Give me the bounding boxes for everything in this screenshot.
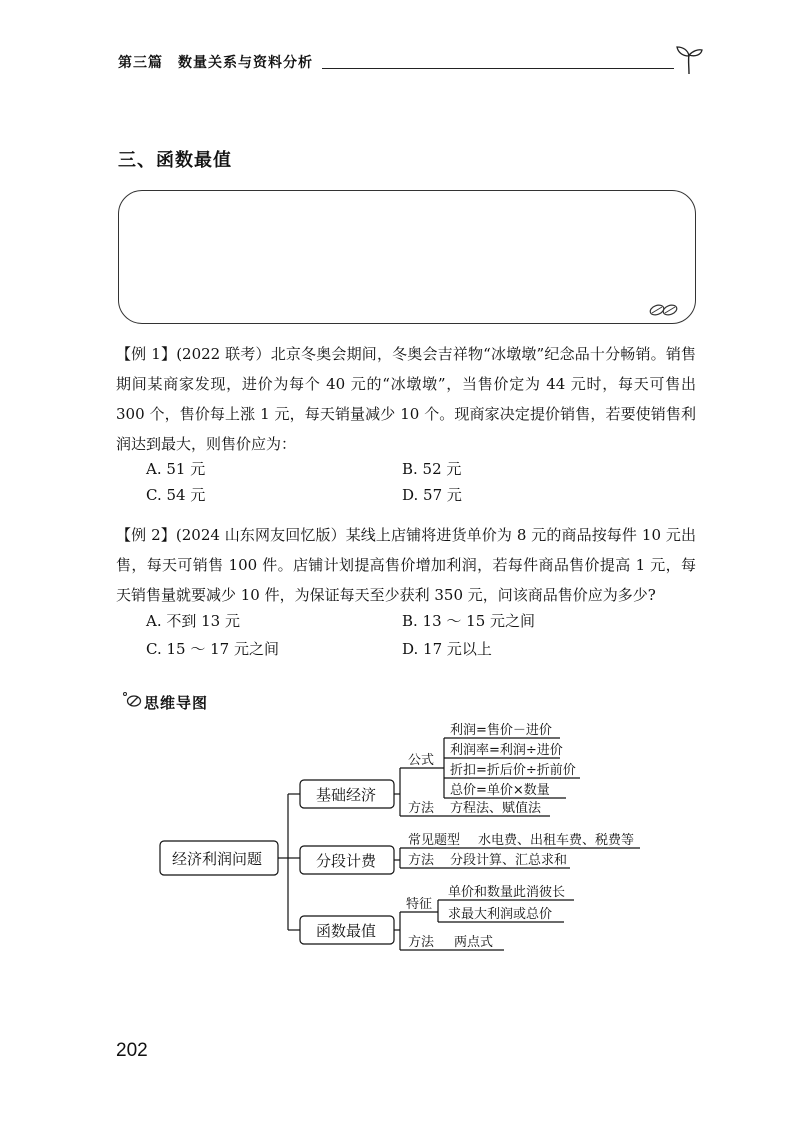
example-2-option-b: B. 13 ～ 15 元之间: [402, 612, 536, 630]
mindmap-formula-label: 公式: [408, 753, 435, 768]
example-1-text: 【例 1】(2022 联考）北京冬奥会期间，冬奥会吉祥物“冰墩墩”纪念品十分畅销。销售期间某商家发现，进价为每个 40 元的“冰墩墩”，当售价定为 44 元时，每天可售出 300 个，售价每上涨 1 元，每天销量减少 10 个。现商家决定提价销售，若要使销售利润达到最大，则售价应为：: [116, 345, 696, 453]
mindmap-feature-1: 单价和数量此消彼长: [448, 885, 566, 900]
mindmap-branch-3-label: 函数最值: [316, 922, 377, 940]
mindmap-method-1: 方程法、赋值法: [450, 801, 542, 816]
example-2-option-d: D. 17 元以上: [402, 640, 492, 658]
mindmap-method-3: 两点式: [454, 935, 494, 950]
mindmap-root-label: 经济利润问题: [172, 850, 263, 868]
chapter-header-title: 第三篇 数量关系与资料分析: [118, 55, 313, 71]
pencil-circle-icon: [122, 690, 142, 708]
example-2-option-c: C. 15 ～ 17 元之间: [146, 640, 279, 658]
section-title: 三、函数最值: [118, 150, 232, 171]
example-1-option-c: C. 54 元: [146, 486, 206, 504]
example-1-option-d: D. 57 元: [402, 486, 462, 504]
header-rule: [322, 68, 674, 69]
note-box: [118, 190, 696, 324]
mindmap-feature-2: 求最大利润或总价: [448, 907, 553, 922]
sprout-icon: [674, 42, 704, 76]
mindmap-formula-1: 利润=售价－进价: [450, 723, 552, 738]
mindmap-types: 水电费、出租车费、税费等: [478, 833, 635, 848]
mindmap-formula-3: 折扣=折后价÷折前价: [450, 763, 576, 778]
example-2-option-a: A. 不到 13 元: [146, 612, 240, 630]
mindmap-formula-2: 利润率=利润÷进价: [450, 743, 563, 758]
mindmap-method-2: 分段计算、汇总求和: [450, 853, 568, 868]
mindmap-heading: 思维导图: [144, 694, 209, 712]
example-1-option-a: A. 51 元: [146, 460, 206, 478]
mindmap-type-label: 常见题型: [408, 833, 461, 848]
mindmap-method-1-label: 方法: [408, 801, 435, 816]
example-2-text: 【例 2】(2024 山东网友回忆版）某线上店铺将进货单价为 8 元的商品按每件 10 元出售，每天可销售 100 件。店铺计划提高售价增加利润，若每件商品售价提高 1 元，每天销售量就要减少 10 件，为保证每天至少获利 350 元，问该商品售价应为多少?: [116, 526, 696, 604]
mindmap-branch-1-label: 基础经济: [316, 786, 377, 804]
leaves-icon: [648, 300, 680, 320]
mindmap-method-3-label: 方法: [408, 935, 435, 950]
example-1-option-b: B. 52 元: [402, 460, 462, 478]
mindmap-diagram: [150, 718, 670, 968]
mindmap-formula-4: 总价=单价×数量: [450, 783, 550, 798]
mindmap-method-2-label: 方法: [408, 853, 435, 868]
mindmap-branch-2-label: 分段计费: [316, 852, 377, 870]
page-number: 202: [116, 1040, 148, 1061]
mindmap-feature-label: 特征: [406, 897, 433, 912]
